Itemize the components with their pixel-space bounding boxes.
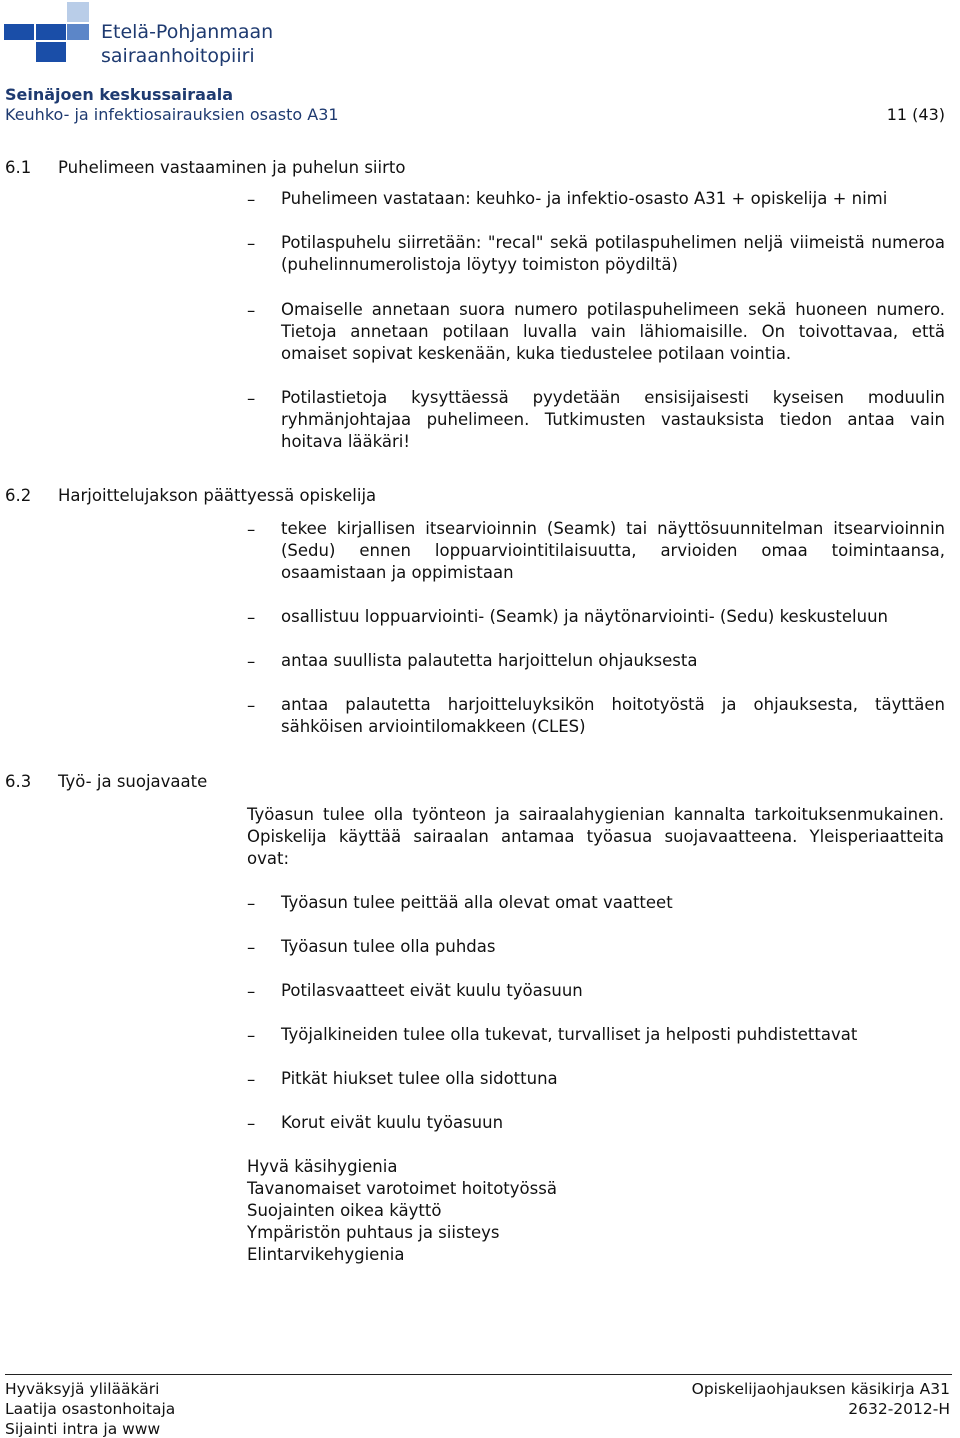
section-6-1-item-1: Puhelimeen vastataan: keuhko- ja infektio-osasto A31 + opiskelija + nimi xyxy=(281,189,888,208)
section-6-3-item-3: Potilasvaatteet eivät kuulu työasuun xyxy=(281,981,583,1000)
section-6-2-title: Harjoittelujakson päättyessä opiskelija xyxy=(58,486,377,505)
page-number: 11 (43) xyxy=(886,105,945,124)
bullet-dash: – xyxy=(247,190,256,209)
bullet-dash: – xyxy=(247,608,256,627)
footer-doc-title: Opiskelijaohjauksen käsikirja A31 xyxy=(691,1380,950,1398)
bullet-dash: – xyxy=(247,982,256,1001)
hygiene-list-item: Suojainten oikea käyttö xyxy=(247,1201,442,1220)
department-name: Keuhko- ja infektiosairauksien osasto A31 xyxy=(5,105,339,124)
section-6-3-item-1: Työasun tulee peittää alla olevat omat vaatteet xyxy=(281,893,673,912)
section-6-3-title: Työ- ja suojavaate xyxy=(58,772,208,791)
logo-cross-center xyxy=(36,24,66,40)
section-6-2-number: 6.2 xyxy=(5,486,32,505)
footer-divider xyxy=(5,1374,952,1375)
bullet-dash: – xyxy=(247,520,256,539)
section-6-2-item-2: osallistuu loppuarviointi- (Seamk) ja näytönarviointi- (Sedu) keskusteluun xyxy=(281,607,888,626)
hospital-name: Seinäjoen keskussairaala xyxy=(5,85,234,104)
section-6-2-item-1: tekee kirjallisen itsearvioinnin (Seamk) tai näyttösuunnitelman itsearvioinnin (Sedu) ennen loppuarviointitilaisuutta, arvioiden omaa toimintaansa, osaamistaan ja oppimistaan xyxy=(281,519,945,582)
section-6-2-item-3: antaa suullista palautetta harjoittelun ohjauksesta xyxy=(281,651,698,670)
section-6-1-number: 6.1 xyxy=(5,158,32,177)
bullet-dash: – xyxy=(247,894,256,913)
footer-author: Laatija osastonhoitaja xyxy=(5,1400,176,1418)
hygiene-list-item: Elintarvikehygienia xyxy=(247,1245,405,1264)
section-6-3-item-5: Pitkät hiukset tulee olla sidottuna xyxy=(281,1069,558,1088)
bullet-dash: – xyxy=(247,1070,256,1089)
section-6-1-item-2: Potilaspuhelu siirretään: "recal" sekä potilaspuhelimen neljä viimeistä numeroa (puhelinnumerolistoja löytyy toimiston pöydiltä) xyxy=(281,233,945,274)
section-6-3-item-4: Työjalkineiden tulee olla tukevat, turvalliset ja helposti puhdistettavat xyxy=(281,1025,858,1044)
section-6-3-item-2: Työasun tulee olla puhdas xyxy=(281,937,496,956)
organization-line1: Etelä-Pohjanmaan xyxy=(101,21,274,43)
hygiene-list-item: Hyvä käsihygienia xyxy=(247,1157,398,1176)
section-6-1-item-3: Omaiselle annetaan suora numero potilaspuhelimeen sekä huoneen numero. Tietoja annetaan potilaan luvalla vain lähiomaisille. On toivottavaa, että omaiset sopivat keskenään, kuka tiedustelee potilaan vointia. xyxy=(281,300,945,363)
bullet-dash: – xyxy=(247,652,256,671)
organization-line2: sairaanhoitopiiri xyxy=(101,45,255,67)
organization-name xyxy=(101,20,273,68)
section-6-3-item-6: Korut eivät kuulu työasuun xyxy=(281,1113,504,1132)
hygiene-list-item: Ympäristön puhtaus ja siisteys xyxy=(247,1223,500,1242)
section-6-3-number: 6.3 xyxy=(5,772,32,791)
logo-cross-center2 xyxy=(67,24,89,40)
section-6-2-item-4: antaa palautetta harjoitteluyksikön hoitotyöstä ja ohjauksesta, täyttäen sähköisen arviointilomakkeen (CLES) xyxy=(281,695,945,736)
bullet-dash: – xyxy=(247,234,256,253)
bullet-dash: – xyxy=(247,389,256,408)
logo-cross-bottom xyxy=(36,42,66,62)
section-6-1-title: Puhelimeen vastaaminen ja puhelun siirto xyxy=(58,158,406,177)
bullet-dash: – xyxy=(247,1026,256,1045)
bullet-dash: – xyxy=(247,301,256,320)
logo-cross-top xyxy=(67,2,89,22)
section-6-3-intro: Työasun tulee olla työnteon ja sairaalahygienian kannalta tarkoituksenmukainen. Opiskelija käyttää sairaalan antamaa työasua suojavaatteena. Yleisperiaatteita ovat: xyxy=(247,805,944,868)
footer-approved: Hyväksyjä ylilääkäri xyxy=(5,1380,160,1398)
hygiene-list xyxy=(247,1156,557,1266)
section-6-1-item-4: Potilastietoja kysyttäessä pyydetään ensisijaisesti kyseisen moduulin ryhmänjohtajaa puhelimeen. Tutkimusten vastauksista tiedon antaa vain hoitava lääkäri! xyxy=(281,388,945,451)
footer-doc-id: 2632-2012-H xyxy=(848,1400,950,1418)
bullet-dash: – xyxy=(247,1114,256,1133)
hygiene-list-item: Tavanomaiset varotoimet hoitotyössä xyxy=(247,1179,557,1198)
bullet-dash: – xyxy=(247,938,256,957)
logo-cross-left xyxy=(4,24,34,40)
bullet-dash: – xyxy=(247,696,256,715)
footer-location: Sijainti intra ja www xyxy=(5,1420,161,1438)
